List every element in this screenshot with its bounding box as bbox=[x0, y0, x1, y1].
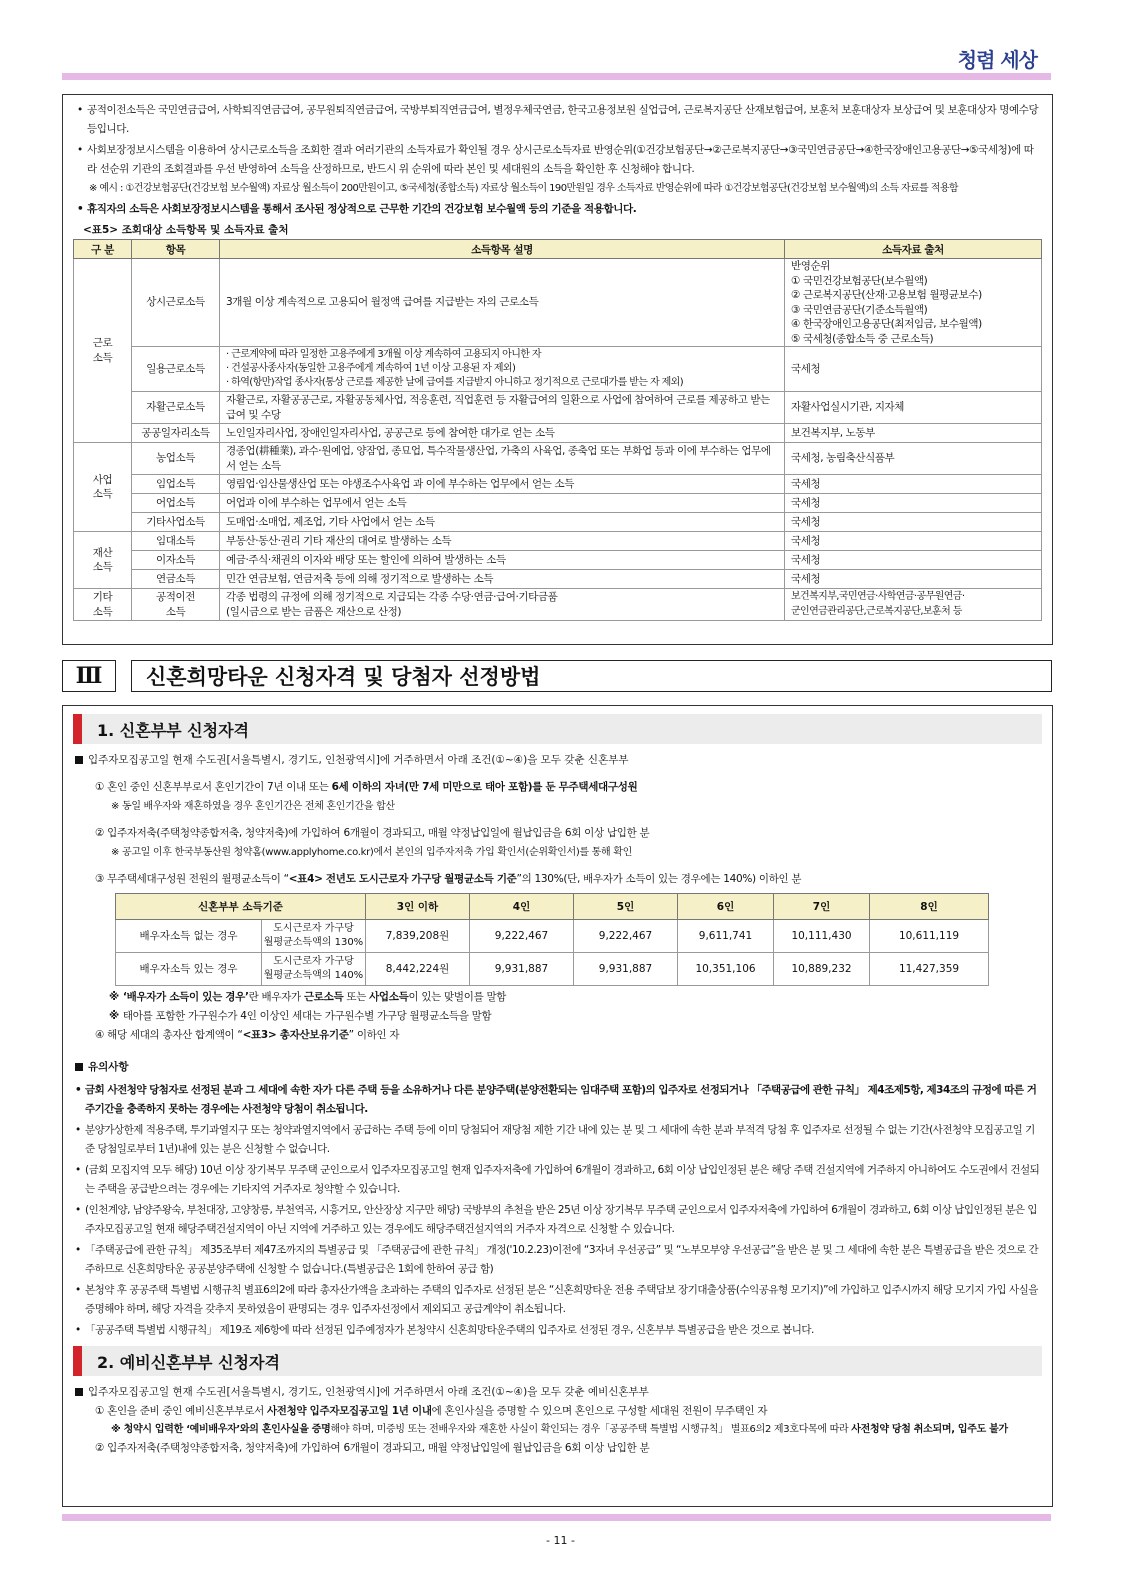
row-source: 국세청 bbox=[785, 570, 1042, 589]
caution-item: • 분양가상한제 적용주택, 투기과열지구 또는 청약과열지역에서 공급하는 주택 등에 이미 당첨되어 재당첨 제한 기간 내에 있는 분 및 그 세대에 속한 분과 부적격 당첨 후 입주자로 선정될 수 없는 기간(사전청약 모집공고일 기준 당첨일로부터 1년)내에 있는 분은 신청할 수 없습니다. bbox=[73, 1121, 1042, 1159]
eligibility-box bbox=[62, 705, 1053, 1507]
subsection-prenewlywed-title bbox=[73, 1346, 1042, 1376]
std-cell: 10,889,232 bbox=[774, 953, 870, 986]
th-source: 소득자료 출처 bbox=[785, 240, 1042, 259]
logo-text: 청렴 세상 bbox=[957, 48, 1037, 72]
caution-item: • 본청약 후 공공주택 특별법 시행규칙 별표6의2에 따라 총자산가액을 초과하는 주택의 입주자로 선정된 분은 “신혼희망타운 전용 주택담보 장기대출상품(수익공유형 모기지)”에 가입하고 입주시까지 해당 모기지 가입 사실을 증명해야 하며, 해당 자격을 갖추지 못하였음이 판명되는 경우 입주자선정에서 제외되고 공급계약이 취소됩니다. bbox=[73, 1281, 1042, 1319]
note-text: 또는 bbox=[343, 991, 370, 1003]
pre-condition-1-text: ① 혼인을 준비 중인 예비신혼부부로서 bbox=[95, 1405, 267, 1417]
row-desc: 부동산·동산·권리 기타 재산의 대여로 발생하는 소득 bbox=[220, 532, 785, 551]
row-desc: 자활근로, 자활공공근로, 자활공동체사업, 적응훈련, 직업훈련 등 자활급여의 일환으로 사업에 참여하여 근로를 제공하고 받는 급여 및 수당 bbox=[220, 392, 785, 424]
income-standard-table bbox=[115, 893, 989, 986]
std-th-4: 4인 bbox=[470, 894, 574, 920]
row-source: 반영순위 ① 국민건강보험공단(보수월액) ② 근로복지공단(산재·고용보험 월평균보수) ③ 국민연금공단(기준소득월액) ④ 한국장애인고용공단(최저임금, 보수월액) ⑤ 국세청(종합소득 중 근로소득) bbox=[785, 259, 1042, 347]
section-title: 신혼희망타운 신청자격 및 당첨자 선정방법 bbox=[131, 660, 1052, 692]
table5-title: <표5> 조회대상 소득항목 및 소득자료 출처 bbox=[83, 224, 289, 236]
std-cell: 7,839,208원 bbox=[366, 920, 470, 953]
row-item: 이자소득 bbox=[132, 551, 220, 570]
note-text: 란 배우자가 bbox=[248, 991, 304, 1003]
group-other: 기타 소득 bbox=[74, 589, 132, 621]
std-cell: 9,931,887 bbox=[574, 953, 678, 986]
th-item: 항목 bbox=[132, 240, 220, 259]
caution-item: • 「주택공급에 관한 규칙」 제35조부터 제47조까지의 특별공급 및 「주택공급에 관한 규칙」 개정('10.2.23)이전에 “3자녀 우선공급” 및 “노부모부양 우선공급”을 받은 분 및 그 세대에 속한 분은 특별공급을 받은 것으로 간주하므로 신혼희망타운 공공분양주택에 신청할 수 없습니다.(특별공급은 1회에 한하여 공급 함) bbox=[73, 1241, 1042, 1279]
condition-3-text: ③ 무주택세대구성원 전원의 월평균소득이 “ bbox=[95, 873, 289, 885]
row-item: 자활근로소득 bbox=[132, 392, 220, 424]
pre-condition-1 bbox=[73, 1402, 1042, 1421]
note-bold: 사전청약 당첨 취소되며, 입주도 불가 bbox=[851, 1424, 1008, 1435]
condition-4-tail: ” 이하인 자 bbox=[348, 1029, 400, 1041]
condition-1-bold: 6세 이하의 자녀(만 7세 미만으로 태아 포함)를 둔 무주택세대구성원 bbox=[331, 781, 638, 793]
std-cell: 10,611,119 bbox=[870, 920, 989, 953]
row-desc: 민간 연금보험, 연금저축 등에 의해 정기적으로 발생하는 소득 bbox=[220, 570, 785, 589]
row-item: 연금소득 bbox=[132, 570, 220, 589]
logo bbox=[958, 44, 1037, 73]
prenewlywed-intro: 입주자모집공고일 현재 수도권[서울특별시, 경기도, 인천광역시]에 거주하면서 아래 조건(①~④)을 모두 갖춘 예비신혼부부 bbox=[73, 1382, 1042, 1402]
row-item: 농업소득 bbox=[132, 443, 220, 475]
section-number: Ⅲ bbox=[62, 660, 116, 692]
std-th-3: 3인 이하 bbox=[366, 894, 470, 920]
bullet-priority: • 사회보장정보시스템을 이용하여 상시근로소득을 조회한 결과 여러기관의 소득자료가 확인될 경우 상시근로소득자료 반영순위(①건강보험공단→②근로복지공단→③국민연금공단→④한국장애인고용공단→⑤국세청)에 따라 선순위 기관의 조회결과를 우선 반영하여 소득을 산정하므로, 반드시 위 순위에 따라 본인 및 세대원의 소득을 확인한 후 신청해야 합니다. bbox=[73, 141, 1042, 179]
row-desc: 3개월 이상 계속적으로 고용되어 월정액 급여를 지급받는 자의 근로소득 bbox=[220, 259, 785, 347]
std-cell: 11,427,359 bbox=[870, 953, 989, 986]
row-source: 국세청 bbox=[785, 475, 1042, 494]
top-divider bbox=[62, 73, 1051, 80]
star-mark: ※ bbox=[109, 1010, 119, 1022]
row-source: 국세청, 농림축산식품부 bbox=[785, 443, 1042, 475]
row-source: 국세청 bbox=[785, 513, 1042, 532]
row-desc: 예금·주식·채권의 이자와 배당 또는 할인에 의하여 발생하는 소득 bbox=[220, 551, 785, 570]
subsection-newlywed-title bbox=[73, 714, 1042, 744]
page-number: - 11 - bbox=[546, 1534, 575, 1547]
condition-1 bbox=[73, 778, 1042, 797]
newlywed-intro: 입주자모집공고일 현재 수도권[서울특별시, 경기도, 인천광역시]에 거주하면서 아래 조건(①~④)을 모두 갖춘 신혼부부 bbox=[73, 750, 1042, 770]
std-th-6: 6인 bbox=[678, 894, 774, 920]
condition-2: ② 입주자저축(주택청약종합저축, 청약저축)에 가입하여 6개월이 경과되고, 매월 약정납입일에 월납입금을 6회 이상 납입한 분 bbox=[95, 827, 650, 839]
row-source: 국세청 bbox=[785, 347, 1042, 392]
row-desc: · 근로계약에 따라 일정한 고용주에게 3개월 이상 계속하여 고용되지 아니한 자 · 건설공사종사자(동일한 고용주에게 계속하여 1년 이상 고용된 자 제외) · 하역(항만)작업 종사자(통상 근로를 제공한 날에 급여를 지급받지 아니하고 정기적으로 근로대가를 받는 자 제외) bbox=[220, 347, 785, 392]
row-desc: 각종 법령의 규정에 의해 정기적으로 지급되는 각종 수당·연금·급여·기타금품 (일시금으로 받는 금품은 재산으로 산정) bbox=[220, 589, 785, 621]
condition-4 bbox=[73, 1026, 1042, 1045]
std-th-basis: 신혼부부 소득기준 bbox=[116, 894, 366, 920]
row-source: 보건복지부,국민연금·사학연금·공무원연금· 군인연금관리공단,근로복지공단,보훈처 등 bbox=[785, 589, 1042, 621]
row-source: 보건복지부, 노동부 bbox=[785, 424, 1042, 443]
row-item: 기타사업소득 bbox=[132, 513, 220, 532]
caution-item: • (인천계양, 남양주왕숙, 부천대장, 고양창릉, 부천역곡, 시흥거모, 안산장상 지구만 해당) 국방부의 추천을 받은 25년 이상 장기복무 무주택 군인으로서 입주자저축에 가입하여 6개월이 경과하고, 6회 이상 납입인정된 분은 입주자모집공고일 현재 해당주택건설지역이 아닌 지역에 거주하고 있는 경우에도 해당주택건설지역의 거주자 자격으로 신청할 수 있습니다. bbox=[73, 1201, 1042, 1239]
condition-4-bold: <표3> 총자산보유기준 bbox=[242, 1029, 349, 1041]
income-notes-box bbox=[62, 94, 1053, 645]
row-desc: 어업과 이에 부수하는 업무에서 얻는 소득 bbox=[220, 494, 785, 513]
condition-3-tail: ”의 130%(단, 배우자가 소득이 있는 경우에는 140%) 이하인 분 bbox=[516, 873, 802, 885]
row-source: 국세청 bbox=[785, 532, 1042, 551]
row-desc: 노인일자리사업, 장애인일자리사업, 공공근로 등에 참여한 대가로 얻는 소득 bbox=[220, 424, 785, 443]
th-desc: 소득항목 설명 bbox=[220, 240, 785, 259]
std-row-label: 배우자소득 있는 경우 bbox=[116, 953, 262, 986]
std-cell: 9,931,887 bbox=[470, 953, 574, 986]
spouse-income-note bbox=[73, 988, 1042, 1007]
std-th-8: 8인 bbox=[870, 894, 989, 920]
std-th-7: 7인 bbox=[774, 894, 870, 920]
group-business: 사업 소득 bbox=[74, 443, 132, 532]
row-item: 어업소득 bbox=[132, 494, 220, 513]
row-desc: 도매업·소매업, 제조업, 기타 사업에서 얻는 소득 bbox=[220, 513, 785, 532]
condition-4-text: ④ 해당 세대의 총자산 합계액이 “ bbox=[95, 1029, 243, 1041]
std-row-label: 배우자소득 없는 경우 bbox=[116, 920, 262, 953]
std-th-5: 5인 bbox=[574, 894, 678, 920]
th-category: 구 분 bbox=[74, 240, 132, 259]
caution-item: • (금회 모집지역 모두 해당) 10년 이상 장기복무 무주택 군인으로서 입주자모집공고일 현재 입주자저축에 가입하여 6개월이 경과하고, 6회 이상 납입인정된 분은 해당 주택 건설지역에 거주하지 아니하여도 수도권에서 건설되는 주택을 공급받으려는 경우에는 기타지역 거주자로 청약할 수 있습니다. bbox=[73, 1161, 1042, 1199]
std-cell: 9,222,467 bbox=[470, 920, 574, 953]
note-bold: ※ 청약시 입력한 ‘예비배우자’와의 혼인사실을 증명 bbox=[111, 1424, 331, 1435]
note-text: 해야 하며, 미증빙 또는 전배우자와 재혼한 사실이 확인되는 경우「공공주택 특별법 시행규칙」 별표6의2 제3호다목에 따라 bbox=[330, 1424, 852, 1435]
caution-item: • 금회 사전청약 당첨자로 선정된 분과 그 세대에 속한 자가 다른 주택 등을 소유하거나 다른 분양주택(분양전환되는 임대주택 포함)의 입주자로 선정되거나 「주택공급에 관한 규칙」 제4조제5항, 제34조의 규정에 따른 거주기간을 충족하지 못하는 경우에는 사전청약 당첨이 취소됩니다. bbox=[73, 1081, 1042, 1119]
std-cell: 9,222,467 bbox=[574, 920, 678, 953]
note-bold: 근로소득 bbox=[303, 991, 344, 1003]
pre-condition-1-bold: 사전청약 입주자모집공고일 1년 이내 bbox=[266, 1405, 432, 1417]
row-source: 국세청 bbox=[785, 494, 1042, 513]
row-item: 상시근로소득 bbox=[132, 259, 220, 347]
pre-condition-1-tail: 에 혼인사실을 증명할 수 있으며 혼인으로 구성할 세대원 전원이 무주택인 자 bbox=[431, 1405, 768, 1417]
std-row-basis: 도시근로자 가구당 월평균소득액의 130% bbox=[262, 920, 366, 953]
bullet-public-transfer: • 공적이전소득은 국민연금급여, 사학퇴직연금급여, 공무원퇴직연금급여, 국방부퇴직연금급여, 별정우체국연금, 한국고용정보원 실업급여, 근로복지공단 산재보험급여, 보훈처 보훈대상자 보상급여 및 보훈대상자 명예수당 등입니다. bbox=[73, 101, 1042, 139]
std-row-basis: 도시근로자 가구당 월평균소득액의 140% bbox=[262, 953, 366, 986]
row-source: 자활사업실시기관, 지자체 bbox=[785, 392, 1042, 424]
star-mark: ※ bbox=[109, 991, 119, 1003]
group-labor: 근로 소득 bbox=[74, 259, 132, 443]
pre-condition-1-note bbox=[73, 1421, 1042, 1439]
note-text: 이 있는 맞벌이를 말함 bbox=[408, 991, 507, 1003]
subsection-title-text: 1. 신혼부부 신청자격 bbox=[97, 720, 249, 740]
condition-1-text: ① 혼인 중인 신혼부부로서 혼인기간이 7년 이내 또는 bbox=[95, 781, 332, 793]
row-item: 공공일자리소득 bbox=[132, 424, 220, 443]
std-cell: 9,611,741 bbox=[678, 920, 774, 953]
row-desc: 영림업·임산물생산업 또는 야생조수사육업 과 이에 부수하는 업무에서 얻는 소득 bbox=[220, 475, 785, 494]
example-note: ※ 예시 : ①건강보험공단(건강보험 보수월액) 자료상 월소득이 200만원이고, ⑤국세청(종합소득) 자료상 월소득이 190만원일 경우 소득자료 반영순위에 따라 ①건강보험공단(건강보험 보수월액)의 소득 자료를 적용함 bbox=[89, 183, 958, 194]
bottom-divider bbox=[62, 1514, 1051, 1521]
household-size-note bbox=[73, 1007, 1042, 1026]
row-source: 국세청 bbox=[785, 551, 1042, 570]
caution-item: • 「공공주택 특별법 시행규칙」 제19조 제6항에 따라 선정된 입주예정자가 본청약시 신혼희망타운주택의 입주자로 선정된 경우, 신혼부부 특별공급을 받은 것으로 봅니다. bbox=[73, 1321, 1042, 1340]
condition-1-note: ※ 동일 배우자와 재혼하였을 경우 혼인기간은 전체 혼인기간을 합산 bbox=[111, 801, 395, 812]
std-cell: 8,442,224원 bbox=[366, 953, 470, 986]
condition-3 bbox=[73, 870, 1042, 889]
note-text: 태아를 포함한 가구원수가 4인 이상인 세대는 가구원수별 가구당 월평균소득을 말함 bbox=[122, 1010, 492, 1022]
subsection-title-text: 2. 예비신혼부부 신청자격 bbox=[97, 1352, 280, 1372]
bullet-leave: • 휴직자의 소득은 사회보장정보시스템을 통해서 조사된 정상적으로 근무한 기간의 건강보험 보수월액 등의 기준을 적용합니다. bbox=[73, 200, 1042, 219]
group-property: 재산 소득 bbox=[74, 532, 132, 589]
note-bold: 사업소득 bbox=[369, 991, 409, 1003]
row-item: 임대소득 bbox=[132, 532, 220, 551]
std-cell: 10,111,430 bbox=[774, 920, 870, 953]
income-source-table bbox=[73, 239, 1042, 621]
row-item: 임업소득 bbox=[132, 475, 220, 494]
row-item: 일용근로소득 bbox=[132, 347, 220, 392]
condition-3-bold: <표4> 전년도 도시근로자 가구당 월평균소득 기준 bbox=[288, 873, 517, 885]
condition-2-note: ※ 공고일 이후 한국부동산원 청약홈(www.applyhome.co.kr)에서 본인의 입주자저축 가입 확인서(순위확인서)를 통해 확인 bbox=[111, 847, 632, 858]
row-item: 공적이전 소득 bbox=[132, 589, 220, 621]
caution-title: 유의사항 bbox=[73, 1057, 1042, 1077]
note-bold: ‘배우자가 소득이 있는 경우’ bbox=[122, 991, 249, 1003]
std-cell: 10,351,106 bbox=[678, 953, 774, 986]
row-desc: 경종업(耕種業), 과수·원예업, 양잠업, 종묘업, 특수작물생산업, 가축의 사육업, 종축업 또는 부화업 등과 이에 부수하는 업무에서 얻는 소득 bbox=[220, 443, 785, 475]
pre-condition-2: ② 입주자저축(주택청약종합저축, 청약저축)에 가입하여 6개월이 경과되고, 매월 약정납입일에 월납입금을 6회 이상 납입한 분 bbox=[95, 1442, 650, 1454]
